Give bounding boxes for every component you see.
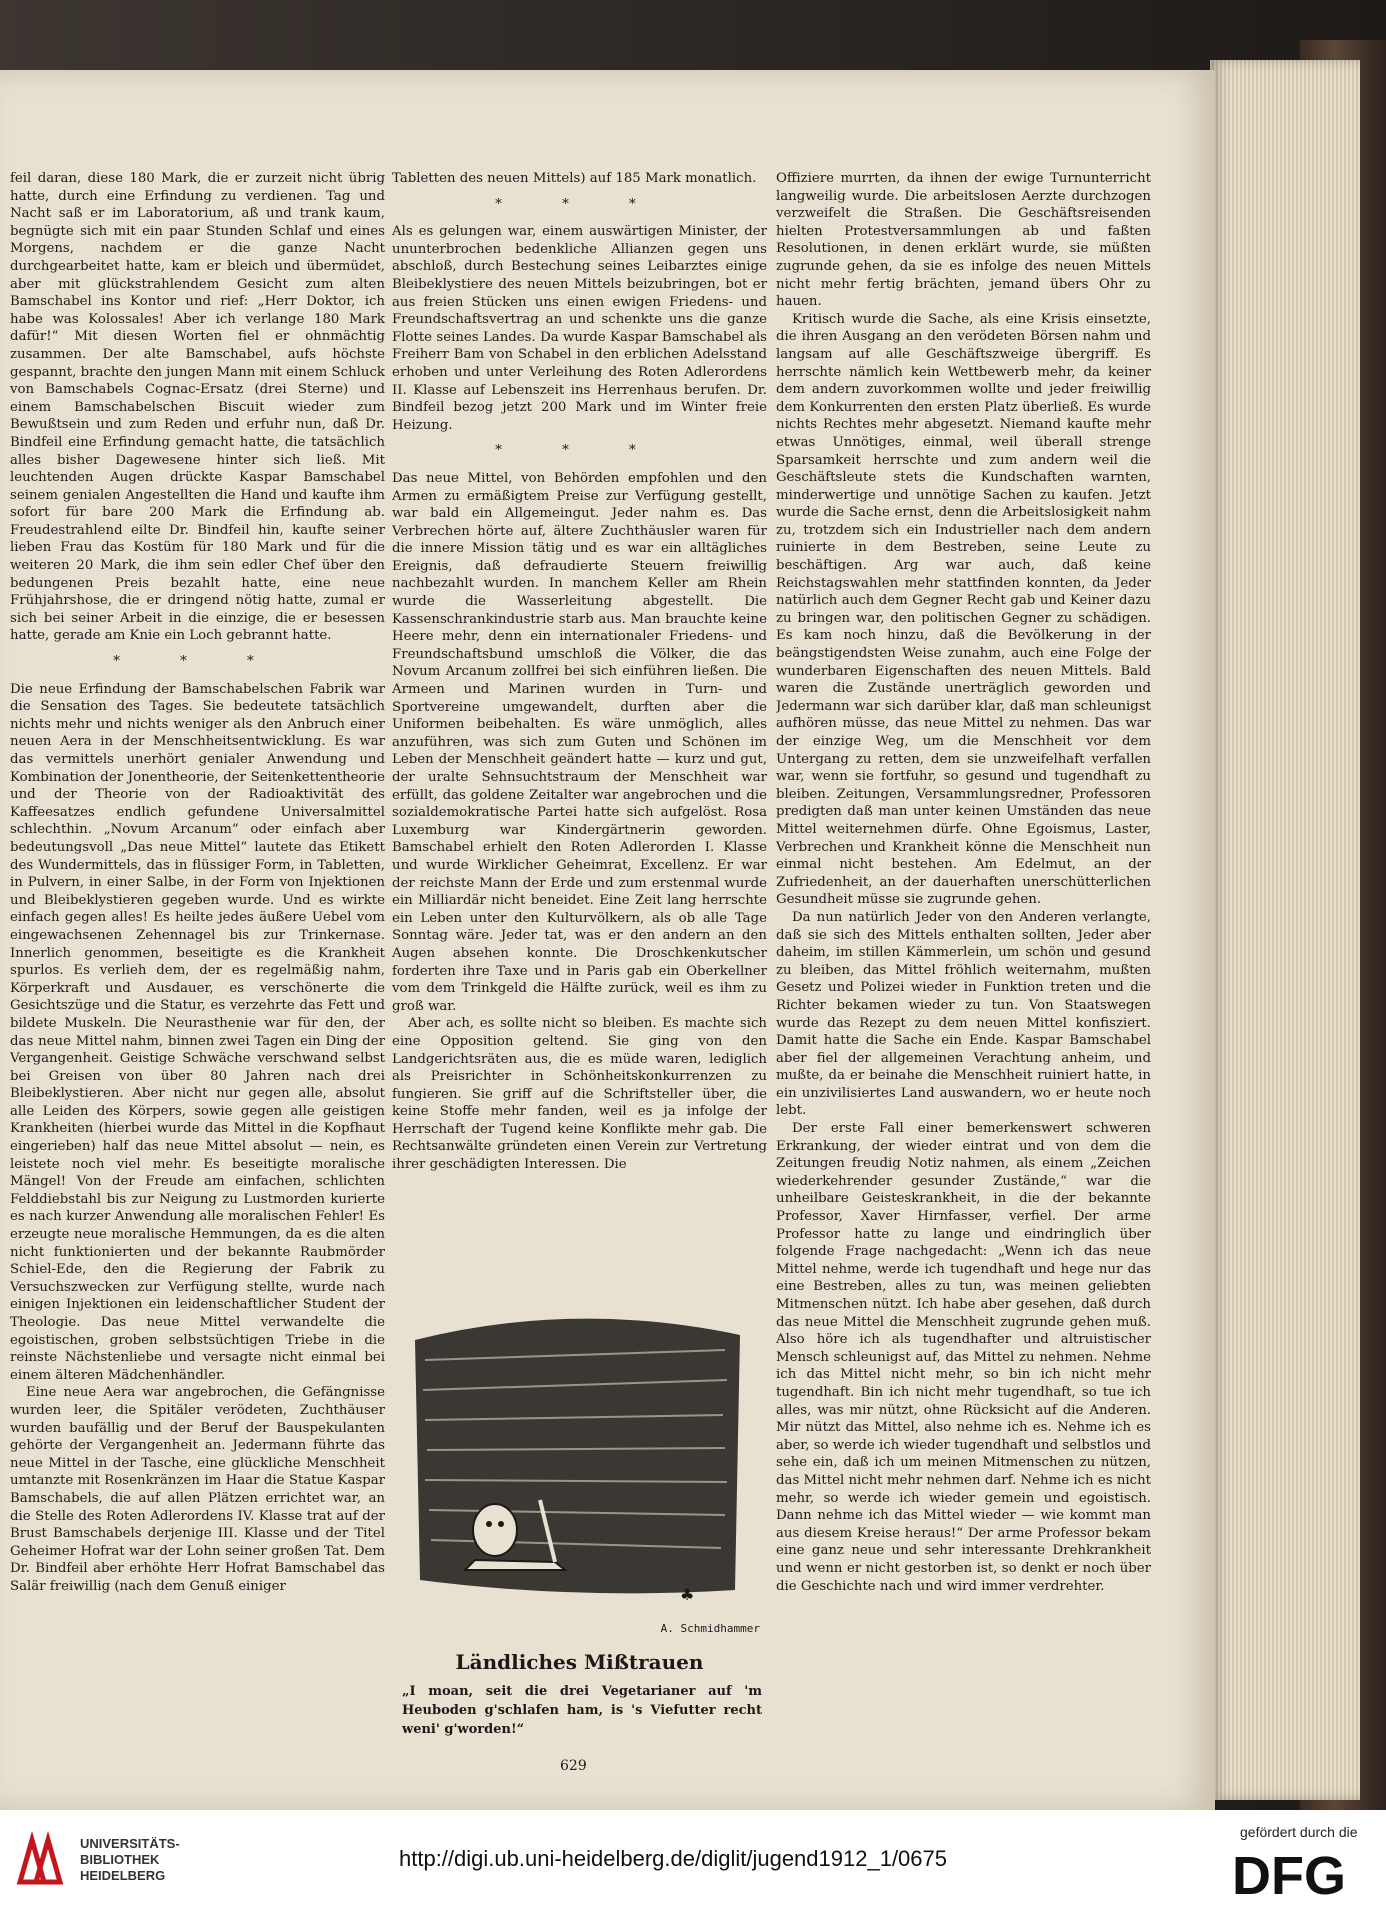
paragraph: feil daran, diese 180 Mark, die er zurzeit nicht übrig hatte, durch eine Erfindung zu verdienen. Tag und Nacht saß er im Laboratorium, aß und trank kaum, begnügte sich mit ein paar Stunden Schlaf und eines Morgens, nachdem er die ganze Nacht durchgearbeitet hatte, kam er bleich und übermüdet, aber mit glückstrahlendem Gesicht zum alten Bamschabel ins Kontor und rief: „Herr Doktor, ich habe was Kolossales! Aber ich verlange 180 Mark dafür!“ Mit diesen Worten fiel er ohnmächtig zusammen. Der alte Bamschabel, aufs höchste gespannt, brachte den jungen Mann mit einem Schluck von Bamschabels Cognac-Ersatz (drei Sterne) und einem Bamschabelschen Biscuit wieder zum Bewußtsein und zum Reden und erfuhr nun, daß Dr. Bindfeil eine Erfindung gemacht hatte, die tatsächlich alles bisher Dagewesene hinter sich ließ. Mit leuchtenden Augen drückte Kaspar Bamschabel seinem genialen Angestellten die Hand und kaufte ihm sofort für bare 200 Mark die Erfindung ab. Freudestrahlend eilte Dr. Bindfeil hin, kaufte seiner lieben Frau das Kostüm für 180 Mark und für die weiteren 20 Mark, die ihm sein edler Chef über den bedungenen Preis bezahlt hatte, eine neue Frühjahrshose, die er dringend nötig hatte, zumal er sich bei seiner Arbeit in die einzige, die er besessen hatte, gerade am Knie ein Loch gebrannt hatte. [10, 171, 385, 644]
paragraph: Da nun natürlich Jeder von den Anderen verlangte, daß sie sich des Mittels enthalten sollten, Jeder aber daheim, im stillen Kämmerlein, um schön und gesund zu bleiben, das Mittel fröhlich weiternahm, mußten Gesetz und Polizei wieder in Funktion treten und die Richter bekamen wieder zu tun. Von Staatswegen wurde das Rezept zu dem neuen Mittel konfisziert. Damit hatte die Sache ein Ende. Kaspar Bamschabel aber fiel der allgemeinen Verachtung anheim, und mußte, da er beinahe die Menschheit ruiniert hatte, in ein unzivilisiertes Land auswandern, wo er heute noch lebt. [776, 909, 1151, 1119]
permalink-url[interactable]: http://digi.ub.uni-heidelberg.de/diglit/jugend1912_1/0675 [399, 1846, 947, 1871]
library-name-line: UNIVERSITÄTS- [80, 1836, 180, 1851]
paragraph: Die neue Erfindung der Bamschabelschen Fabrik war die Sensation des Tages. Sie bedeutete tatsächlich nichts mehr und nichts weniger als den Anbruch einer neuen Aera in der Menschheitsentwicklung. Es war das vermittels unerhört genialer Anwendung und Kombination der Jonentheorie, der Seitenkettentheorie und der Theorie von der Radioaktivität des Kaffeesatzes endlich gefundene Universalmittel schlechthin. „Novum Arcanum“ oder einfach aber bedeutungsvoll „Das neue Mittel“ lautete das Etikett des Wundermittels, das in flüssiger Form, in Tabletten, in Pulvern, in einer Salbe, in der Form von Injektionen und Bleibeklystieren gegeben wurde. Und es wirkte einfach gegen alles! Es heilte jedes äußere Uebel vom eingewachsenen Zehennagel bis zur Trinkernase. Innerlich genommen, beseitigte es die Krankheit spurlos. Es verlieh dem, der es regelmäßig nahm, Körperkraft und Ausdauer, es verschönerte die Gesichtszüge und die Statur, es verzehrte das Fett und bildete Muskeln. Die Neurasthenie war für den, der das neue Mittel nahm, binnen zwei Tagen ein Ding der Vergangenheit. Geistige Schwäche verschwand selbst bei Greisen von über 80 Jahren nach drei Bleibeklystieren. Aber nicht nur gegen alle, absolut alle Leiden des Körpers, sowie gegen alle geistigen Krankheiten (hierbei wurde das Mittel in die Kopfhaut eingerieben) half das neue Mittel absolut — nein, es leistete noch viel mehr. Es beseitigte moralische Mängel! Von der Freude am einfachen, schlichten Felddiebstahl bis zur Neigung zu Lustmorden kurierte es nach kurzer Anwendung alle moralischen Fehler! Es erzeugte neue moralische Hemmungen, da es die alten nicht funktionierten und der bekannte Raubmörder Schiel-Ede, den die Regierung der Fabrik zu Versuchszwecken zur Verfügung stellte, wurde nach einigen Injektionen ein leidenschaftlicher Student der Theologie. Das neue Mittel verwandelte die egoistischen, groben selbstsüchtigen Triebe in die reinste Nächstenliebe und versagte nicht einmal bei einem älteren Mädchenhändler. [10, 681, 385, 1383]
paragraph: Das neue Mittel, von Behörden empfohlen und den Armen zu ermäßigtem Preise zur Verfügung gestellt, war bald ein Allgemeingut. Jeder nahm es. Das Verbrechen hörte auf, ältere Zuchthäusler waren für die innere Mission tätig und es war ein alltägliches Ereignis, daß defraudierte Steuern freiwillig nachbezahlt wurden. In manchem Keller am Rhein wurde die Wasserleitung abgestellt. Die Kassenschrankindustrie starb aus. Man brauchte keine Heere mehr, denn ein internationaler Friedens- und Freundschaftsbund umschloß die Völker, die das Novum Arcanum zollfrei bei sich einführen ließen. Die Armeen und Marinen wurden in Turn- und Sportvereine umgewandelt, durften aber die Uniformen beibehalten. Es wäre unmöglich, alles anzuführen, was sich zum Guten und Schönen im Leben der Menschheit geändert hatte — kurz und gut, der uralte Sehnsuchtstraum der Menschheit war erfüllt, das goldene Zeitalter war angebrochen und die sozialdemokratische Partei hatte sich aufgelöst. Rosa Luxemburg war Kindergärtnerin geworden. Bamschabel erhielt den Roten Adlerorden I. Klasse und wurde Wirklicher Geheimrat, Excellenz. Er war der reichste Mann der Erde und zum erstenmal wurde ein Milliardär nicht beneidet. Eine Zeit lang herrschte ein Leben unter den Kulturvölkern, als ob alle Tage Sonntag wäre. Jeder tat, was er den andern an den Augen absehen konnte. Die Droschkenkutscher forderten ihre Taxe und in Paris gab ein Oberkellner vom dem Trinkgeld die Hälfte zurück, weil es ihm zu groß war. [392, 470, 767, 1014]
illustration-title: Ländliches Mißtrauen [455, 1650, 704, 1674]
paragraph: Kritisch wurde die Sache, als eine Krisis einsetzte, die ihren Ausgang an den verödeten Börsen nahm und langsam auf alle Geschäftszweige übergriff. Es herrschte nämlich kein Wettbewerb mehr, da keiner dem andern zuvorkommen wollte und jeder freiwillig dem Konkurrenten den ersten Platz überließ. Es wurde nichts Rechtes mehr abgesetzt. Niemand kaufte mehr etwas Unnötiges, einmal, weil überall strenge Sparsamkeit herrschte und zum andern weil die Geschäftsleute stets die Kundschaften warnten, minderwertige und unnötige Sachen zu kaufen. Jetzt wurde die Sache ernst, denn die Arbeitslosigkeit nahm zu, trotzdem sich ein Industrieller nach dem andern ruinierte in dem Bestreben, seine Leute zu beschäftigen. Arg war auch, daß keine Reichstagswahlen mehr stattfinden konnten, da Jeder natürlich auch dem Gegner Recht gab und Keiner dazu zu bringen war, den politischen Gegner zu schädigen. Es kam noch hinzu, daß die Bevölkerung in der beängstigendsten Weise zunahm, auch eine Folge der wunderbaren Eigenschaften des neuen Mittels. Bald waren die Zustände unerträglich geworden und Jedermann war sich darüber klar, daß man schleunigst aufhören müsse, das neue Mittel zu nehmen. Das war der einzige Weg, um die Menschheit vor dem Untergang zu retten, dem sie unzweifelhaft verfallen war, wenn sie fortfuhr, so gesund und tugendhaft zu bleiben. Zeitungen, Versammlungsredner, Professoren predigten daß man unter keinen Umständen das neue Mittel weiternehmen dürfe. Ohne Egoismus, Laster, Verbrechen und Krankheit könne die Menschheit nun einmal nicht bestehen. Am Edelmut, an der Zufriedenheit, an der dauerhaften unerschütterlichen Gesundheit müsse sie zugrunde gehen. [776, 311, 1151, 908]
paragraph: Aber ach, es sollte nicht so bleiben. Es machte sich eine Opposition geltend. Sie ging von den Landgerichtsräten aus, die es müde waren, lediglich als Preisrichter in Schönheitskonkurrenzen zu fungieren. Sie griff auf die Schriftsteller über, die keine Stoffe mehr fanden, weil es ja infolge der Herrschaft der Tugend keine Konflikte mehr gab. Die Rechtsanwälte gründeten einen Verein zur Vertretung ihrer geschädigten Interessen. Die [392, 1016, 767, 1173]
illustration-credit: A. Schmidhammer [660, 1622, 760, 1635]
library-name-line: HEIDELBERG [80, 1868, 166, 1883]
paragraph: Der erste Fall einer bemerkenswert schweren Erkrankung, der wieder eintrat und von dem die Zeitungen freudig Notiz nahmen, als einem „Zeichen wiederkehrender gesunder Zustände,“ war die unheilbare Geisteskrankheit, in die der bekannte Professor, Xaver Hirnfasser, verfiel. Der arme Professor hatte zu lange und eindringlich über folgende Frage nachgedacht: „Wenn ich das neue Mittel nehme, werde ich tugendhaft und hege nur das eine Bestreben, alles zu tun, was meinen geliebten Mitmenschen nützt. Ich habe aber gesehen, daß durch das neue Mittel die Menschheit zugrunde gehen muß. Also höre ich als tugendhafter und altruistischer Mensch schleunigst auf, das Mittel zu nehmen. Nehme ich das Mittel nicht mehr, so bin ich nicht mehr tugendhaft. Bin ich nicht mehr tugendhaft, so tue ich alles, was mir nützt, ohne Rücksicht auf die Anderen. Mir nützt das Mittel, also nehme ich es. Nehme ich es aber, so werde ich wieder tugendhaft und selbstlos und sehe ein, daß ich um meinen Mitmenschen zu nützen, das Mittel nicht mehr nehmen darf. Nehme ich es nicht mehr, so werde ich wieder gemein und egoistisch. Dann nehme ich das Mittel wieder — wie kommt man aus diesem Kreise heraus!“ Der arme Professor bekam eine ganz neue und sehr interessante Drehkrankheit und wenn er nicht gestorben ist, so denkt er noch über die Geschichte nach und wird immer verdrehter. [776, 1121, 1151, 1594]
page-number: 629 [560, 1758, 587, 1774]
section-separator: * * * [113, 654, 282, 670]
text-column-right [776, 170, 1151, 1730]
dfg-logo-text: DFG [1232, 1846, 1346, 1902]
library-name[interactable] [80, 1836, 180, 1884]
text-column-middle [392, 170, 767, 1255]
illustration-caption: „I moan, seit die drei Vegetarianer auf 'm Heuboden g'schlafen ham, is 's Viefutter recht weni' g'worden!“ [402, 1684, 762, 1737]
university-library-logo-icon[interactable] [14, 1830, 70, 1888]
dfg-logo-icon[interactable] [1232, 1844, 1372, 1902]
cartoon-illustration [405, 1300, 750, 1620]
section-separator: * * * [495, 443, 664, 459]
book-page-edges [1210, 60, 1360, 1800]
funding-note: gefördert durch die [1240, 1824, 1358, 1840]
viewer-footer [0, 1810, 1386, 1911]
paragraph: Tabletten des neuen Mittels) auf 185 Mark monatlich. [392, 171, 757, 186]
section-separator: * * * [495, 196, 664, 212]
library-name-line: BIBLIOTHEK [80, 1852, 160, 1867]
book-page [0, 70, 1215, 1810]
text-column-left [10, 170, 385, 1730]
paragraph: Offiziere murrten, da ihnen der ewige Turnunterricht langweilig wurde. Die arbeitslosen Aerzte durchzogen verzweifelt die Straßen. Die Geschäftsreisenden hielten Protestversammlungen ab und faßten Resolutionen, in denen erklärt wurde, sie müßten zugrunde gehen, da sie es infolge des neuen Mittels nicht mehr fertig brächten, jemand übers Ohr zu hauen. [776, 171, 1151, 310]
svg-text:♣: ♣ [680, 1585, 695, 1604]
paragraph: Eine neue Aera war angebrochen, die Gefängnisse wurden leer, die Spitäler verödeten, Zuchthäuser wurden baufällig und der Beruf der Bauspekulanten gehörte der Vergangenheit an. Jedermann führte das neue Mittel in der Tasche, eine glückliche Menschheit umtanzte mit Rosenkränzen im Haar die Statue Kaspar Bamschabels, die auf allen Plätzen errichtet war, an die Stelle des Roten Adlerordens IV. Klasse trat auf der Brust Bamschabels derjenige III. Klasse und der Titel Geheimer Hofrat war der Lohn seiner großen Tat. Dem Dr. Bindfeil aber erhöhte Herr Hofrat Bamschabel das Salär freiwillig (nach dem Genuß einiger [10, 1385, 385, 1594]
paragraph: Als es gelungen war, einem auswärtigen Minister, der ununterbrochen bedenkliche Allianzen gegen uns abschloß, durch Bestechung seines Leibarztes einige Bleibeklystiere des neuen Mittels beizubringen, bot er aus freien Stücken uns einen ewigen Friedens- und Freundschaftsvertrag an und schenkte uns die ganze Flotte seines Landes. Da wurde Kaspar Bamschabel als Freiherr Bam von Schabel in den erblichen Adelsstand erhoben und unter Verleihung des Roten Adlerordens II. Klasse auf Lebenszeit ins Herrenhaus berufen. Dr. Bindfeil bezog jetzt 200 Mark und im Winter freie Heizung. [392, 224, 767, 433]
